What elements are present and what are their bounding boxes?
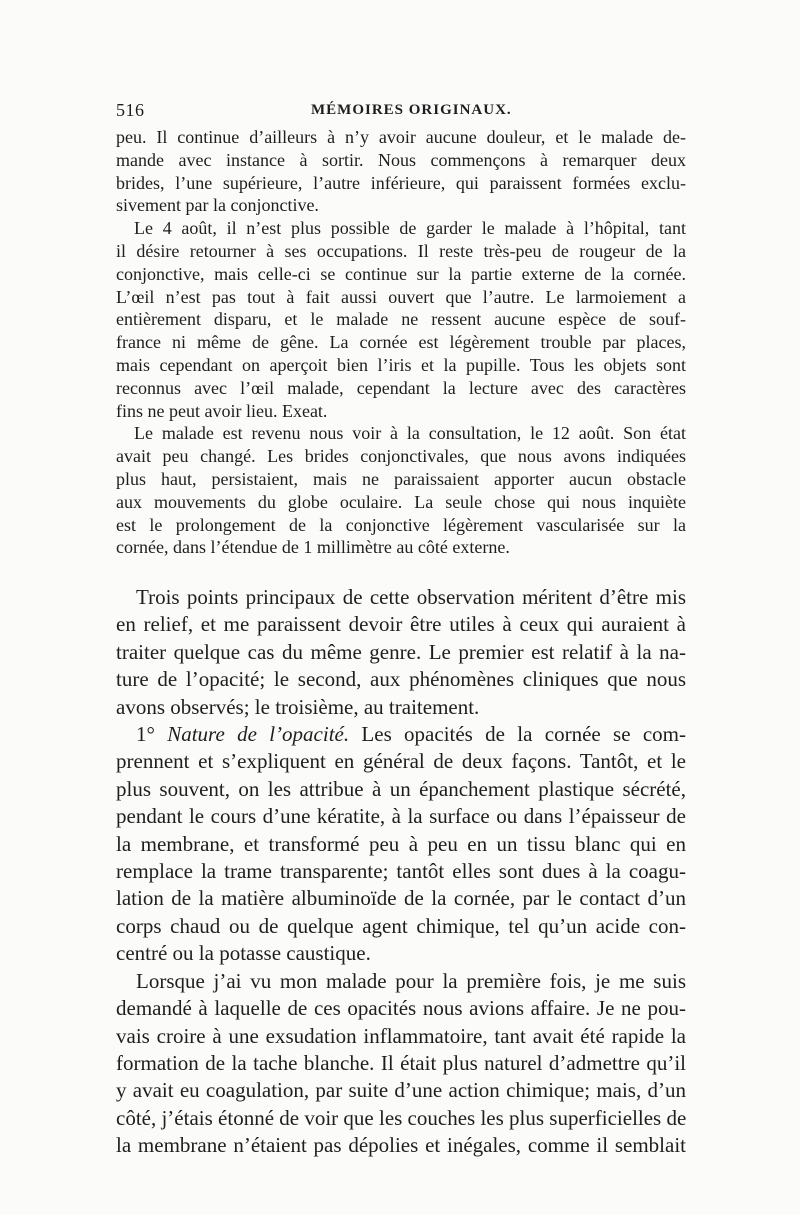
- text-line: centré ou la potasse caustique.: [116, 941, 371, 966]
- section-heading-line: [116, 721, 686, 748]
- text-line: remplace la trame transparente; tantôt elles sont dues à la coagu-: [116, 859, 686, 884]
- text-line: prennent et s’expliquent en général de deux façons. Tantôt, et le: [116, 749, 686, 774]
- text-line: la membrane n’étaient pas dépolies et inégales, comme il semblait: [116, 1133, 686, 1158]
- text-line: la membrane, et transformé peu à peu en un tissu blanc qui en: [116, 831, 686, 856]
- section-number: 1°: [136, 722, 155, 747]
- text-line: demandé à laquelle de ces opacités nous avions affaire. Je ne pou-: [116, 996, 686, 1021]
- running-title: MÉMOIRES ORIGINAUX.: [311, 102, 512, 118]
- text-line: y avait eu coagulation, par suite d’une action chimique; mais, d’un: [116, 1078, 686, 1103]
- text-line: fins ne peut avoir lieu. Exeat.: [116, 400, 328, 421]
- text-line: brides, l’une supérieure, l’autre inférieure, qui paraissent formées exclu-: [116, 172, 686, 193]
- text-line: cornée, dans l’étendue de 1 millimètre au côté externe.: [116, 537, 510, 558]
- text-line: formation de la tache blanche. Il était plus naturel d’admettre qu’il: [116, 1050, 686, 1075]
- page-header: [116, 100, 686, 124]
- text-line: est le prolongement de la conjonctive légèrement vascularisée sur la: [116, 514, 686, 535]
- text-line: plus haut, persistaient, mais ne paraissaient apporter aucun obstacle: [116, 468, 686, 489]
- text-line: ture de l’opacité; le second, aux phénomènes cliniques que nous: [116, 667, 686, 692]
- text-line: traiter quelque cas du même genre. Le premier est relatif à la na-: [116, 639, 686, 664]
- page-number: 516: [116, 100, 145, 120]
- text-line: L’œil n’est pas tout à fait aussi ouvert que l’autre. Le larmoiement a: [116, 286, 686, 307]
- text-line: entièrement disparu, et le malade ne ressent aucune espèce de souf-: [116, 309, 686, 330]
- text-line: pendant le cours d’une kératite, à la surface ou dans l’épaisseur de: [116, 804, 686, 829]
- text-line: vais croire à une exsudation inflammatoire, tant avait été rapide la: [116, 1023, 686, 1048]
- text-line: côté, j’étais étonné de voir que les couches les plus superficielles de: [116, 1105, 687, 1130]
- text-line: conjonctive, mais celle-ci se continue sur la partie externe de la cornée.: [116, 263, 686, 284]
- text-line: france ni même de gêne. La cornée est légèrement trouble par places,: [116, 332, 686, 353]
- text-line-rest: Les opacités de la cornée se com-: [361, 722, 686, 747]
- text-line: peu. Il continue d’ailleurs à n’y avoir aucune douleur, et le malade de-: [116, 127, 686, 147]
- text-line: il désire retourner à ses occupations. Il reste très-peu de rougeur de la: [116, 240, 686, 261]
- text-line: en relief, et me paraissent devoir être utiles à ceux qui auraient à: [116, 612, 686, 637]
- text-line: aux mouvements du globe oculaire. La seule chose qui nous inquiète: [116, 491, 686, 512]
- text-line: Lorsque j’ai vu mon malade pour la première fois, je me suis: [136, 968, 686, 993]
- text-line: Trois points principaux de cette observation méritent d’être mis: [136, 585, 686, 609]
- text-line: mande avec instance à sortir. Nous commençons à remarquer deux: [116, 149, 686, 170]
- case-report-text: [116, 126, 686, 559]
- discussion-text: [116, 584, 686, 1160]
- text-line: lation de la matière albuminoïde de la cornée, par le contact d’un: [116, 886, 686, 911]
- text-line: avait peu changé. Les brides conjonctivales, que nous avons indiquées: [116, 446, 686, 467]
- text-line: Le malade est revenu nous voir à la consultation, le 12 août. Son état: [134, 423, 686, 444]
- text-line: avons observés; le troisième, au traitement.: [116, 694, 480, 719]
- text-line: corps chaud ou de quelque agent chimique, tel qu’un acide con-: [116, 913, 686, 938]
- text-line: reconnus avec l’œil malade, cependant la lecture avec des caractères: [116, 377, 686, 398]
- text-line: plus souvent, on les attribue à un épanchement plastique sécrété,: [116, 776, 686, 801]
- text-line: Le 4 août, il n’est plus possible de garder le malade à l’hôpital, tant: [134, 218, 686, 239]
- text-line: sivement par la conjonctive.: [116, 195, 319, 216]
- section-title: Nature de l’opacité.: [167, 722, 350, 747]
- text-line: mais cependant on aperçoit bien l’iris et la pupille. Tous les objets sont: [116, 354, 686, 375]
